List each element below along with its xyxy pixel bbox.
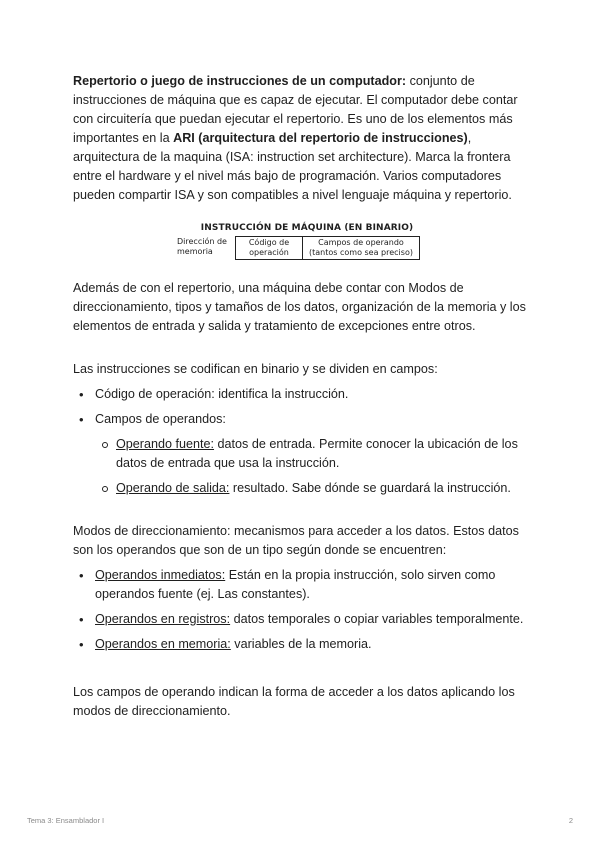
paragraph-ademas: Además de con el repertorio, una máquina debe contar con Modos de direccionamiento, tipos y tamaños de los datos, organización de la memoria y los elementos de entrada y salida y tratamiento de excepciones entre otros.: [73, 281, 526, 333]
footer-title: Tema 3: Ensamblador I: [27, 816, 105, 825]
page-number: 2: [568, 816, 573, 825]
term-ari: ARI (arquitectura del repertorio de instrucciones): [173, 131, 468, 145]
figure-address-label: Dirección de memoria: [177, 237, 227, 256]
addressing-modes-list: [73, 566, 533, 654]
sublist-text: resultado. Sabe dónde se guardará la instrucción.: [229, 481, 511, 495]
list-item-text: Están en la propia instrucción, solo sirven como operandos fuente (ej. Las constantes).: [95, 568, 496, 601]
page-content: [73, 72, 533, 721]
page-footer: [27, 811, 573, 830]
paragraph-campos: Los campos de operando indican la forma de acceder a los datos aplicando los modos de direccionamiento.: [73, 685, 515, 718]
term-repertorio: Repertorio o juego de instrucciones de un computador:: [73, 74, 407, 88]
figure-title: INSTRUCCIÓN DE MÁQUINA (EN BINARIO): [200, 223, 414, 233]
fields-list: [73, 385, 533, 498]
operands-sublist: [95, 435, 533, 498]
sublist-item: [73, 435, 533, 473]
term-operando-fuente: Operando fuente:: [116, 437, 215, 451]
figure-operands-cell: Campos de operando (tantos como sea preciso): [309, 238, 413, 257]
intro-text-1: conjunto de instrucciones de máquina que es capaz de ejecutar. El computador debe contar con circuitería que puedan ejecutar el repertorio. Es uno de los elementos más importantes en la: [73, 74, 518, 145]
term-memoria: Operandos en memoria:: [95, 637, 231, 651]
intro-paragraph: [73, 72, 533, 205]
list-item-text: datos temporales o copiar variables temporalmente.: [230, 612, 524, 626]
paragraph-codificacion: Las instrucciones se codifican en binario y se dividen en campos:: [73, 362, 438, 376]
list-item: [73, 410, 533, 498]
figure-opcode-cell: Código de operación: [236, 237, 303, 259]
list-item: [73, 566, 533, 604]
list-item-label: Campos de operandos:: [95, 412, 226, 426]
figure-box: [235, 236, 420, 260]
instruction-format-figure: [177, 223, 427, 260]
paragraph-modos: Modos de direccionamiento: mecanismos para acceder a los datos. Estos datos son los operandos que son de un tipo según donde se encuentren:: [73, 524, 519, 557]
sublist-item: [73, 479, 533, 498]
list-item-text: variables de la memoria.: [230, 637, 372, 651]
sublist-text: datos de entrada. Permite conocer la ubicación de los datos de entrada que usa la instrucción.: [116, 437, 518, 470]
list-item: [73, 610, 533, 629]
list-item: [73, 635, 533, 654]
term-inmediatos: Operandos inmediatos:: [95, 568, 226, 582]
term-operando-salida: Operando de salida:: [116, 481, 230, 495]
list-item: • Código de operación: identifica la instrucción.: [73, 385, 533, 404]
term-registros: Operandos en registros:: [95, 612, 231, 626]
intro-text-2: , arquitectura de la maquina (ISA: instruction set architecture). Marca la frontera entre el hardware y el nivel más bajo de programación. Varios computadores pueden compartir ISA y son compatibles a nivel lenguaje máquina y repertorio.: [73, 131, 512, 202]
